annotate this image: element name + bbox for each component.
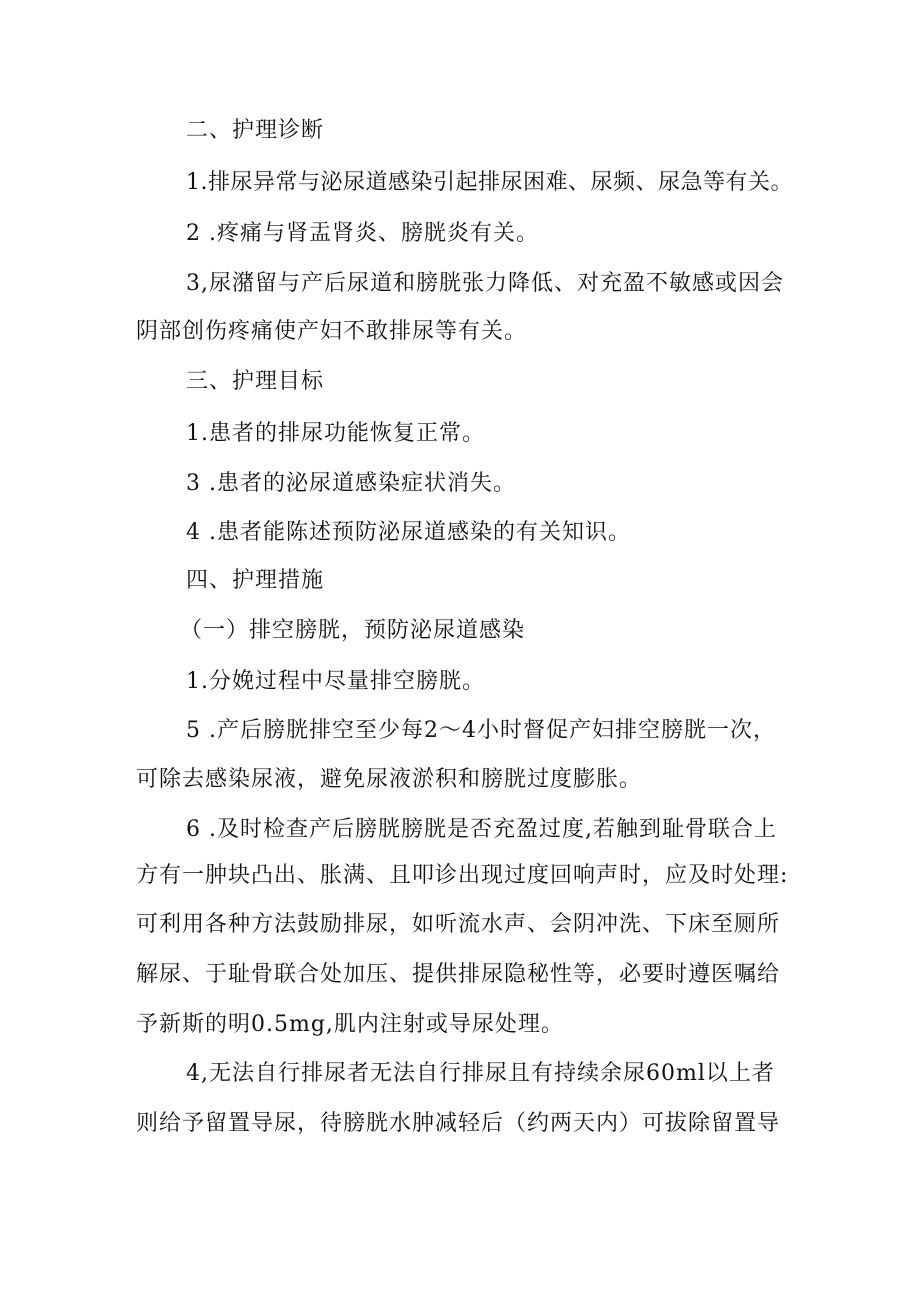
paragraph-line: 1.患者的排尿功能恢复正常。 [186,421,485,446]
section-heading-nursing-diagnosis: 二、护理诊断 [186,118,325,143]
section-heading-nursing-measures: 四、护理措施 [186,568,325,593]
paragraph-line: 1.排尿异常与泌尿道感染引起排尿困难、尿频、尿急等有关。 [186,170,793,195]
paragraph-line: 解尿、于耻骨联合处加压、提供排尿隐秘性等，必要时遵医嘱给 [136,962,781,987]
paragraph-line: 2 .疼痛与肾盂肾炎、膀胱炎有关。 [186,221,539,246]
paragraph-line: 3,尿潴留与产后尿道和膀胱张力降低、对充盈不敏感或因会 [186,271,784,296]
paragraph-line: 6 .及时检查产后膀胱膀胱是否充盈过度,若触到耻骨联合上 [186,817,777,842]
section-heading-nursing-goals: 三、护理目标 [186,369,325,394]
paragraph-line: 方有一肿块凸出、胀满、且叩诊出现过度回响声时，应及时处理: [136,863,789,888]
paragraph-line: 予新斯的明0.5mg,肌内注射或导尿处理。 [136,1012,564,1037]
paragraph-line: 3 .患者的泌尿道感染症状消失。 [186,471,516,496]
paragraph-line: 4,无法自行排尿者无法自行排尿且有持续余尿60ml以上者 [186,1061,775,1086]
paragraph-line: 5 .产后膀胱排空至少每2～4小时督促产妇排空膀胱一次， [186,718,776,743]
paragraph-line: 1.分娩过程中尽量排空膀胱。 [186,669,485,694]
paragraph-line: 可除去感染尿液，避免尿液淤积和膀胱过度膨胀。 [136,767,643,792]
subsection-heading: （一）排空膀胱，预防泌尿道感染 [180,618,526,643]
paragraph-line: 可利用各种方法鼓励排尿，如听流水声、会阴冲洗、下床至厕所 [136,912,781,937]
paragraph-line: 4 .患者能陈述预防泌尿道感染的有关知识。 [186,520,631,545]
paragraph-line: 阴部创伤疼痛使产妇不敢排尿等有关。 [136,319,528,344]
paragraph-line: 则给予留置导尿，待膀胱水肿减轻后（约两天内）可拔除留置导 [136,1111,781,1136]
